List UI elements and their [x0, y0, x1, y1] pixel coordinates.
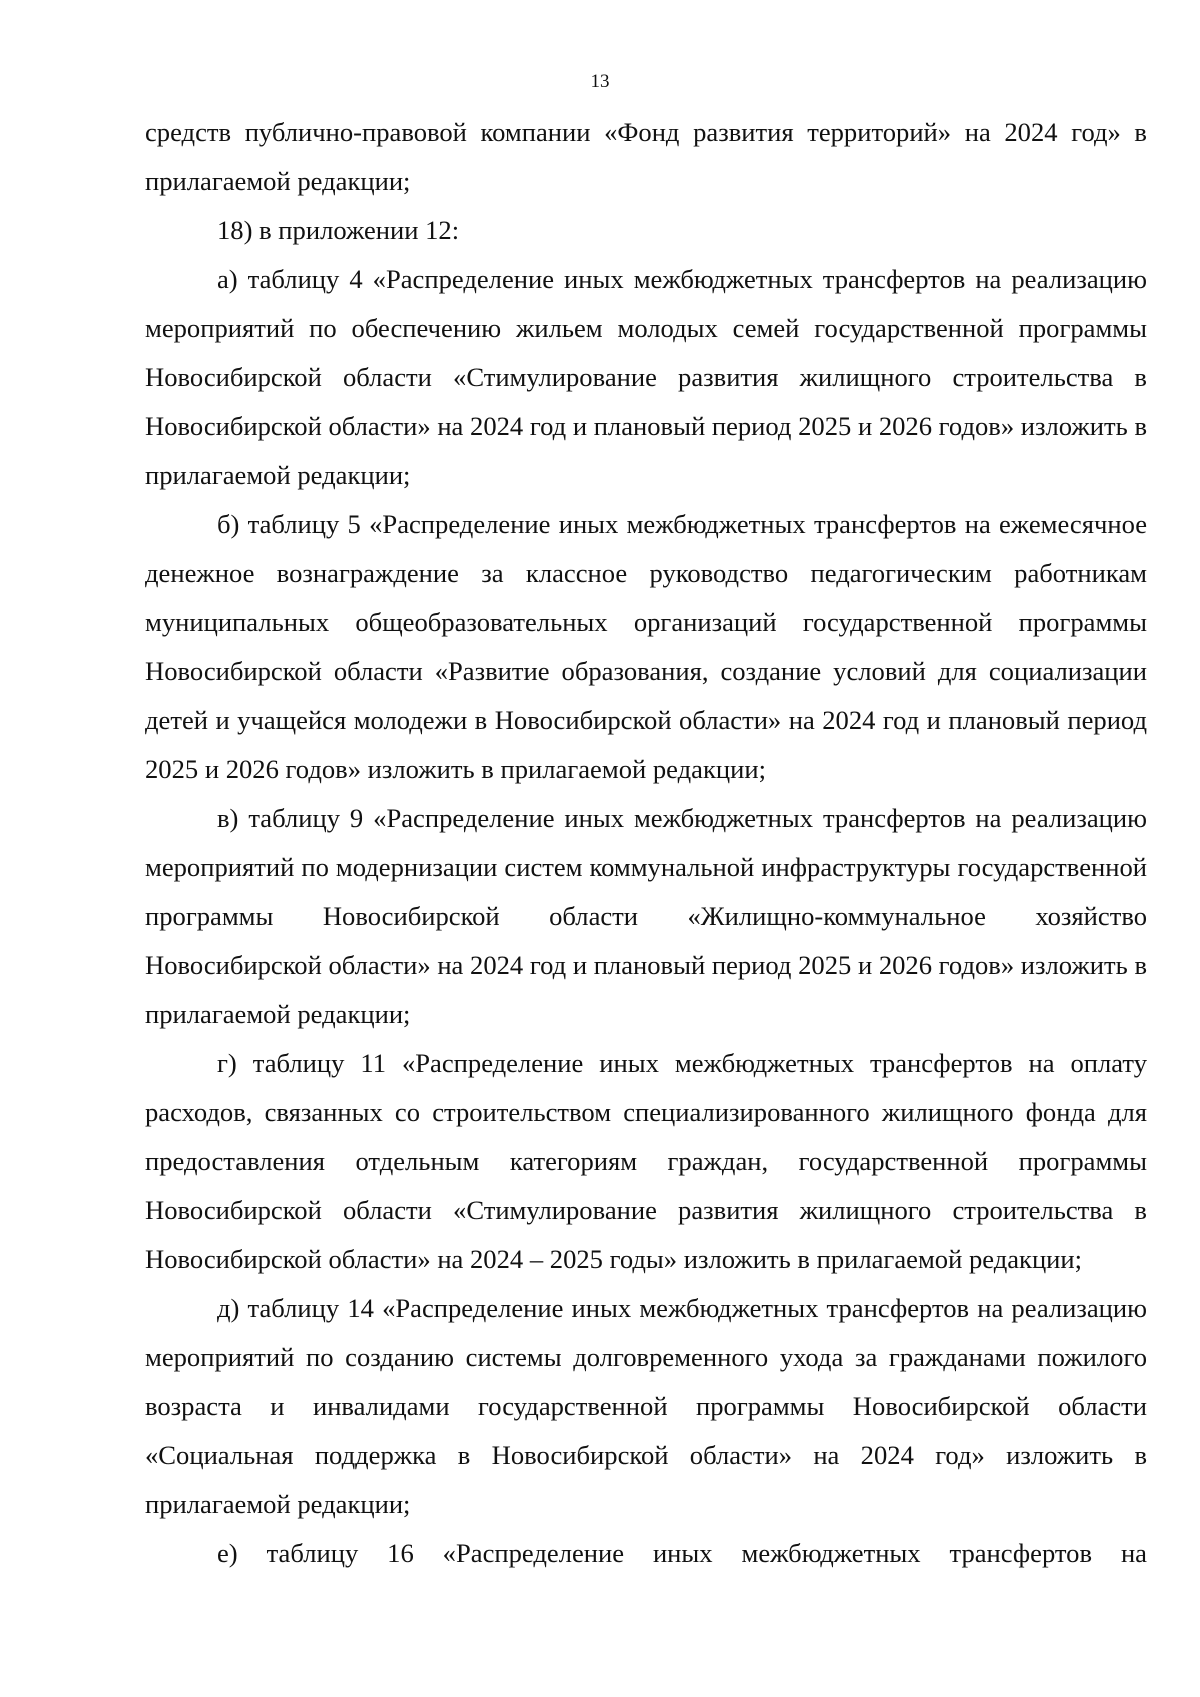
paragraph-subitem-v: в) таблицу 9 «Распределение иных межбюджетных трансфертов на реализацию мероприятий по модернизации систем коммунальной инфраструктуры государственной программы Новосибирской области «Жилищно-коммунальное хозяйство Новосибирской области» на 2024 год и плановый период 2025 и 2026 годов» изложить в прилагаемой редакции;	[145, 803, 1147, 1029]
document-body	[145, 108, 1147, 1578]
page-number: 13	[590, 71, 610, 92]
paragraph-continuation: средств публично-правовой компании «Фонд развития территорий» на 2024 год» в прилагаемой редакции;	[145, 117, 1147, 196]
paragraph-subitem-a: а) таблицу 4 «Распределение иных межбюджетных трансфертов на реализацию мероприятий по обеспечению жильем молодых семей государственной программы Новосибирской области «Стимулирование развития жилищного строительства в Новосибирской области» на 2024 год и плановый период 2025 и 2026 годов» изложить в прилагаемой редакции;	[145, 264, 1147, 490]
paragraph-subitem-e: е) таблицу 16 «Распределение иных межбюджетных трансфертов на	[217, 1538, 1147, 1568]
paragraph-subitem-b: б) таблицу 5 «Распределение иных межбюджетных трансфертов на ежемесячное денежное вознаграждение за классное руководство педагогическим работникам муниципальных общеобразовательных организаций государственной программы Новосибирской области «Развитие образования, создание условий для социализации детей и учащейся молодежи в Новосибирской области» на 2024 год и плановый период 2025 и 2026 годов» изложить в прилагаемой редакции;	[145, 509, 1147, 784]
paragraph-item-18: 18) в приложении 12:	[217, 215, 460, 245]
paragraph-subitem-g: г) таблицу 11 «Распределение иных межбюджетных трансфертов на оплату расходов, связанных со строительством специализированного жилищного фонда для предоставления отдельным категориям граждан, государственной программы Новосибирской области «Стимулирование развития жилищного строительства в Новосибирской области» на 2024 – 2025 годы» изложить в прилагаемой редакции;	[145, 1048, 1147, 1274]
paragraph-subitem-d: д) таблицу 14 «Распределение иных межбюджетных трансфертов на реализацию мероприятий по созданию системы долговременного ухода за гражданами пожилого возраста и инвалидами государственной программы Новосибирской области «Социальная поддержка в Новосибирской области» на 2024 год» изложить в прилагаемой редакции;	[145, 1293, 1147, 1519]
